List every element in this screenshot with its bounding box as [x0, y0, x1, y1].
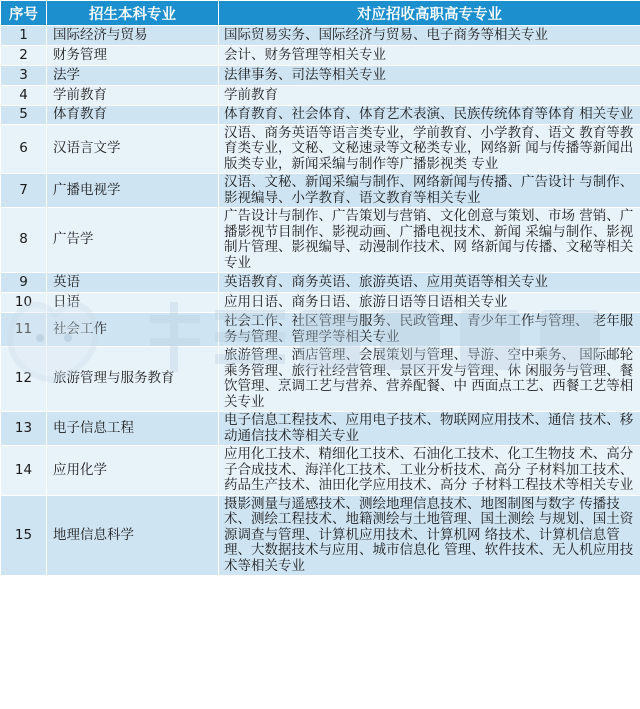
row-major: 财务管理	[47, 46, 219, 66]
row-major: 广播电视学	[47, 174, 219, 208]
row-index: 10	[1, 293, 47, 313]
table-row	[1, 495, 640, 576]
row-related: 广告设计与制作、广告策划与营销、文化创意与策划、市场 营销、广播影视节目制作、影视动画、广播电视技术、新闻 采编与制作、影视制片管理、影视编导、动漫制作技术、网 络新闻与传播、文秘等相关专业	[219, 208, 640, 273]
row-index: 3	[1, 66, 47, 86]
row-index: 1	[1, 26, 47, 46]
table-row	[1, 446, 640, 496]
table-row	[1, 208, 640, 273]
row-major: 法学	[47, 66, 219, 86]
row-related: 会计、财务管理等相关专业	[219, 46, 640, 66]
row-related: 汉语、商务英语等语言类专业，学前教育、小学教育、语文 教育等教育类专业，文秘、文秘速录等文秘类专业，网络新 闻与传播等新闻出版类专业，新闻采编与制作等广播影视类 专业	[219, 124, 640, 174]
row-related: 国际贸易实务、国际经济与贸易、电子商务等相关专业	[219, 26, 640, 46]
row-index: 8	[1, 208, 47, 273]
row-index: 13	[1, 412, 47, 446]
row-index: 9	[1, 273, 47, 293]
table-row	[1, 26, 640, 46]
row-related: 摄影测量与遥感技术、测绘地理信息技术、地图制图与数字 传播技术、测绘工程技术、地籍测绘与土地管理、国土测绘 与规划、国土资源调查与管理、计算机应用技术、计算机网 络技术、计算机信息管理、大数据技术与应用、城市信息化 管理、软件技术、无人机应用技术等相关专业	[219, 495, 640, 576]
row-major: 英语	[47, 273, 219, 293]
row-index: 14	[1, 446, 47, 496]
row-related: 法律事务、司法等相关专业	[219, 66, 640, 86]
row-index: 12	[1, 347, 47, 412]
row-index: 7	[1, 174, 47, 208]
table-row	[1, 46, 640, 66]
table-row	[1, 124, 640, 174]
row-index: 6	[1, 124, 47, 174]
row-major: 社会工作	[47, 313, 219, 347]
table-header-row	[1, 1, 640, 26]
row-index: 4	[1, 86, 47, 106]
table-row	[1, 293, 640, 313]
row-index: 5	[1, 106, 47, 125]
row-related: 学前教育	[219, 86, 640, 106]
row-related: 英语教育、商务英语、旅游英语、应用英语等相关专业	[219, 273, 640, 293]
table-row	[1, 106, 640, 125]
header-index: 序号	[1, 1, 47, 26]
row-major: 地理信息科学	[47, 495, 219, 576]
row-index: 2	[1, 46, 47, 66]
row-related: 体育教育、社会体育、体育艺术表演、民族传统体育等体育 相关专业	[219, 106, 640, 125]
table-row	[1, 273, 640, 293]
row-related: 应用化工技术、精细化工技术、石油化工技术、化工生物技 术、高分子合成技术、海洋化工技术、工业分析技术、高分 子材料加工技术、药品生产技术、油田化学应用技术、高分 子材料工程技术等相关专业	[219, 446, 640, 496]
table-row	[1, 66, 640, 86]
row-major: 汉语言文学	[47, 124, 219, 174]
row-index: 15	[1, 495, 47, 576]
table-row	[1, 313, 640, 347]
row-related: 电子信息工程技术、应用电子技术、物联网应用技术、通信 技术、移动通信技术等相关专业	[219, 412, 640, 446]
row-major: 体育教育	[47, 106, 219, 125]
row-major: 学前教育	[47, 86, 219, 106]
header-related: 对应招收高职高专专业	[219, 1, 640, 26]
row-major: 国际经济与贸易	[47, 26, 219, 46]
row-major: 旅游管理与服务教育	[47, 347, 219, 412]
row-related: 旅游管理、酒店管理、会展策划与管理、导游、空中乘务、 国际邮轮乘务管理、旅行社经营管理、景区开发与管理、休 闲服务与管理、餐饮管理、烹调工艺与营养、营养配餐、中 西面点工艺、西餐工艺等相关专业	[219, 347, 640, 412]
row-major: 应用化学	[47, 446, 219, 496]
row-related: 汉语、文秘、新闻采编与制作、网络新闻与传播、广告设计 与制作、影视编导、小学教育、语文教育等相关专业	[219, 174, 640, 208]
row-major: 日语	[47, 293, 219, 313]
row-major: 电子信息工程	[47, 412, 219, 446]
table-row	[1, 412, 640, 446]
table-row	[1, 86, 640, 106]
header-major: 招生本科专业	[47, 1, 219, 26]
table-row	[1, 347, 640, 412]
table-row	[1, 174, 640, 208]
row-index: 11	[1, 313, 47, 347]
row-related: 应用日语、商务日语、旅游日语等日语相关专业	[219, 293, 640, 313]
row-related: 社会工作、社区管理与服务、民政管理、青少年工作与管理、 老年服务与管理、管理学等相关专业	[219, 313, 640, 347]
row-major: 广告学	[47, 208, 219, 273]
